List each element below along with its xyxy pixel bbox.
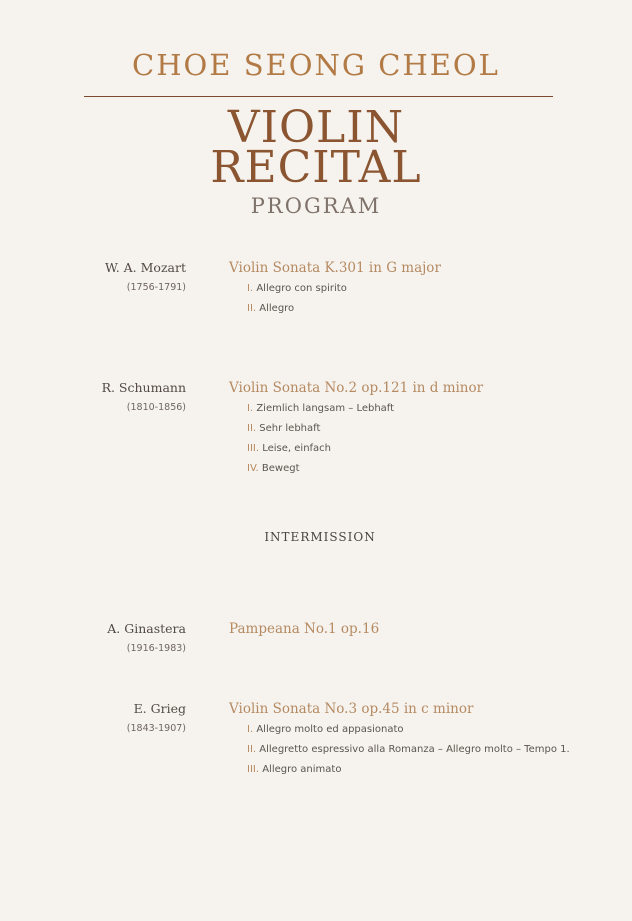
- movement-number: IV.: [247, 463, 259, 474]
- movement-number: II.: [247, 303, 257, 314]
- piece-title: Violin Sonata No.3 op.45 in c minor: [229, 701, 474, 717]
- movement-text: Ziemlich langsam – Lebhaft: [256, 403, 395, 414]
- movement-text: Sehr lebhaft: [259, 423, 321, 434]
- movement-item: [247, 303, 294, 314]
- composer-years: (1756-1791): [126, 282, 186, 293]
- program-label: PROGRAM: [250, 194, 382, 218]
- movement-item: [247, 443, 331, 454]
- movement-text: Allegro molto ed appasionato: [256, 724, 404, 735]
- composer-name: W. A. Mozart: [105, 260, 186, 275]
- composer-name: E. Grieg: [133, 701, 186, 716]
- intermission-label: INTERMISSION: [264, 530, 376, 544]
- movement-number: I.: [247, 724, 254, 735]
- movement-text: Bewegt: [261, 463, 300, 474]
- piece-title: Violin Sonata K.301 in G major: [229, 260, 441, 276]
- movement-number: II.: [247, 423, 257, 434]
- movement-text: Leise, einfach: [262, 443, 332, 454]
- composer-years: (1916-1983): [126, 643, 186, 654]
- movement-number: III.: [247, 764, 260, 775]
- movement-text: Allegro animato: [262, 764, 342, 775]
- composer-name: A. Ginastera: [107, 621, 186, 636]
- movement-number: I.: [247, 403, 254, 414]
- movement-item: [247, 764, 341, 775]
- movement-item: [247, 423, 320, 434]
- movement-number: III.: [247, 443, 260, 454]
- movement-item: [247, 283, 347, 294]
- movement-item: [247, 744, 570, 755]
- piece-title: Violin Sonata No.2 op.121 in d minor: [229, 380, 484, 396]
- movement-item: [247, 463, 300, 474]
- movement-number: II.: [247, 744, 257, 755]
- movement-text: Allegretto espressivo alla Romanza – Allegro molto – Tempo 1.: [259, 744, 570, 755]
- movement-item: [247, 724, 404, 735]
- movement-text: Allegro: [259, 303, 295, 314]
- performer-name: CHOE SEONG CHEOL: [132, 48, 500, 82]
- movement-item: [247, 403, 394, 414]
- header-divider: [84, 96, 553, 97]
- composer-years: (1843-1907): [126, 723, 186, 734]
- title-violin: VIOLIN: [227, 102, 405, 153]
- composer-years: (1810-1856): [126, 402, 186, 413]
- composer-name: R. Schumann: [101, 380, 186, 395]
- piece-title: Pampeana No.1 op.16: [229, 621, 380, 637]
- movement-number: I.: [247, 283, 254, 294]
- movement-text: Allegro con spirito: [256, 283, 347, 294]
- title-recital: RECITAL: [210, 142, 422, 193]
